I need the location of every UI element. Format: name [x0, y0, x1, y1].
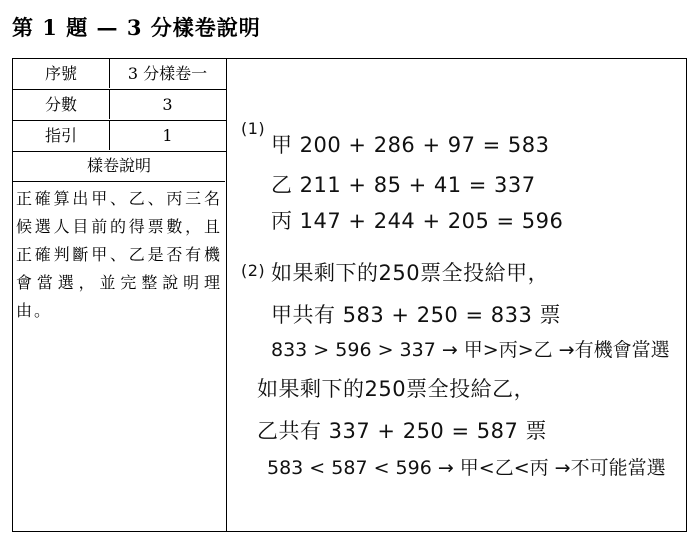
info-value: 3 分樣卷一 — [127, 64, 208, 83]
handwritten-answer — [227, 59, 685, 531]
answer-line-if-yi: 如果剩下的250票全投給乙， — [257, 377, 536, 401]
info-row-serial — [13, 59, 227, 90]
answer-line-jia-total: 甲共有 583 + 250 = 833 票 — [271, 303, 561, 327]
part-2-marker: (2) — [241, 261, 266, 280]
explanation-header: 樣卷說明 — [13, 152, 225, 182]
info-label: 分數 — [13, 90, 110, 119]
info-value: 1 — [162, 126, 173, 145]
answer-line-yi-total: 乙共有 337 + 250 = 587 票 — [257, 419, 547, 443]
answer-line-compare-1: 833 > 596 > 337 → 甲>丙>乙 →有機會當選 — [271, 339, 670, 361]
answer-line-bing: 丙 147 + 244 + 205 = 596 — [271, 209, 564, 233]
info-value: 3 — [162, 95, 173, 114]
answer-line-compare-2: 583 < 587 < 596 → 甲<乙<丙 →不可能當選 — [267, 457, 666, 479]
sample-answer-sheet — [12, 58, 687, 532]
part-1-marker: (1) — [241, 119, 266, 138]
info-column — [13, 59, 227, 531]
info-row-score — [13, 90, 227, 121]
answer-line-jia: 甲 200 + 286 + 97 = 583 — [271, 133, 550, 157]
page-title: 第 1 題 — 3 分樣卷說明 — [12, 15, 261, 40]
info-label: 指引 — [13, 121, 110, 150]
info-row-guideline — [13, 121, 227, 152]
explanation-text: 正確算出甲、乙、丙三名候選人目前的得票數，且正確判斷甲、乙是否有機會當選，並完整說明理由。 — [16, 189, 222, 320]
answer-line-yi: 乙 211 + 85 + 41 = 337 — [271, 173, 536, 197]
answer-line-if-jia: 如果剩下的250票全投給甲， — [271, 261, 550, 285]
info-label: 序號 — [13, 59, 110, 88]
